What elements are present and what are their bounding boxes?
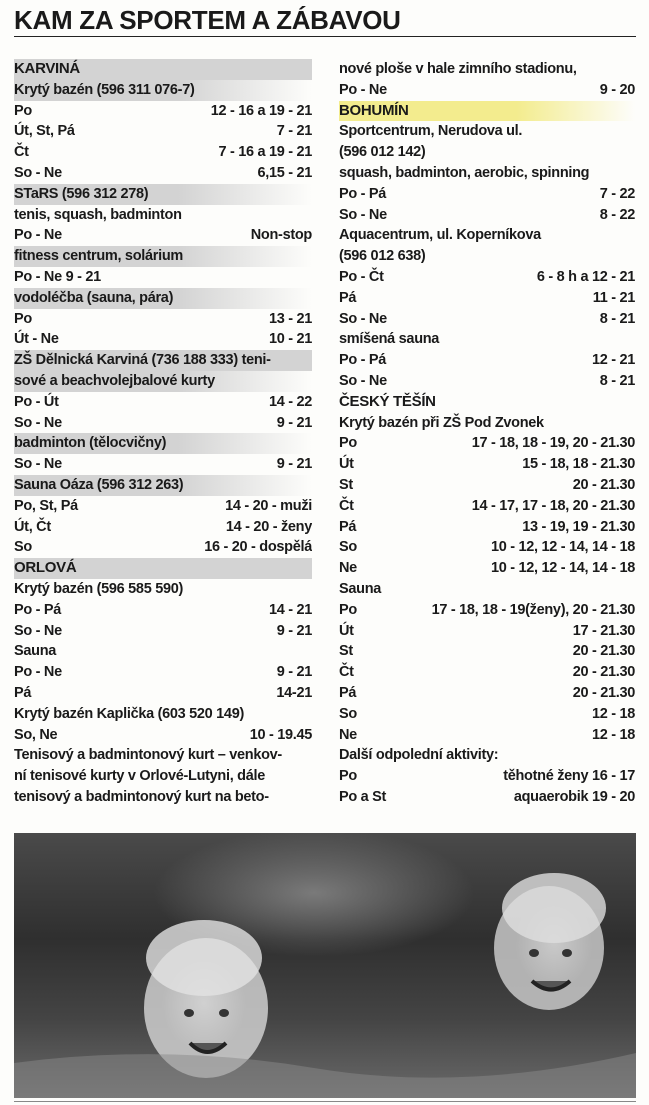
schedule-row xyxy=(14,662,312,683)
schedule-row xyxy=(14,683,312,704)
listing-text: Sportcentrum, Nerudova ul. xyxy=(339,123,523,140)
schedule-hours: 9 - 21 xyxy=(276,622,312,639)
schedule-days: Pá xyxy=(339,684,357,701)
schedule-days: So - Ne xyxy=(339,206,387,223)
listing-text: Aquacentrum, ul. Koperníkova xyxy=(339,227,541,244)
schedule-hours: aquaerobik 19 - 20 xyxy=(513,788,635,805)
listing-line xyxy=(339,142,635,163)
section-heading xyxy=(14,558,312,579)
schedule-row xyxy=(14,329,312,350)
listing-line xyxy=(339,413,635,434)
schedule-hours: 11 - 21 xyxy=(592,289,635,306)
schedule-hours: 9 - 21 xyxy=(276,664,312,681)
schedule-days: So xyxy=(339,539,357,556)
schedule-row xyxy=(339,517,635,538)
schedule-hours: 20 - 21.30 xyxy=(572,684,635,701)
schedule-row xyxy=(14,392,312,413)
schedule-days: Po - Pá xyxy=(14,601,62,618)
schedule-hours: 12 - 18 xyxy=(591,705,635,722)
listing-text: Krytý bazén (596 585 590) xyxy=(14,580,184,597)
children-swimming-photo xyxy=(14,833,636,1098)
schedule-hours: 13 - 19, 19 - 21.30 xyxy=(522,518,635,535)
schedule-days: Pá xyxy=(339,289,357,306)
listing-line xyxy=(14,246,312,267)
schedule-days: Po - Ne xyxy=(14,227,62,244)
schedule-row xyxy=(339,184,635,205)
listing-text: Sauna xyxy=(339,580,382,597)
schedule-hours: 14 - 20 - ženy xyxy=(225,518,312,535)
schedule-hours: 17 - 21.30 xyxy=(572,622,635,639)
listing-text: STaRS (596 312 278) xyxy=(14,185,149,202)
schedule-row xyxy=(339,371,635,392)
listing-text: ZŠ Dělnická Karviná (736 188 333) teni- xyxy=(14,352,271,369)
schedule-row xyxy=(14,517,312,538)
listing-line xyxy=(339,329,635,350)
listing-text: nové ploše v hale zimního stadionu, xyxy=(339,61,577,77)
schedule-days: Čt xyxy=(339,664,354,681)
schedule-hours: 9 - 20 xyxy=(599,81,635,98)
schedule-hours: 20 - 21.30 xyxy=(572,664,635,681)
schedule-days: St xyxy=(339,643,353,660)
schedule-row xyxy=(14,600,312,621)
schedule-row xyxy=(339,288,635,309)
schedule-row xyxy=(339,600,635,621)
schedule-days: Ne xyxy=(339,560,357,577)
schedule-days: Po - Čt xyxy=(339,268,384,285)
listing-text: badminton (tělocvičny) xyxy=(14,435,167,452)
schedule-hours: 13 - 21 xyxy=(268,310,312,327)
schedule-hours: 10 - 19.45 xyxy=(249,726,312,743)
schedule-days: Po - Pá xyxy=(339,352,387,369)
listing-text: ORLOVÁ xyxy=(14,559,77,577)
listing-line xyxy=(339,59,635,80)
schedule-hours: 6 - 8 h a 12 - 21 xyxy=(536,268,635,285)
schedule-row xyxy=(339,704,635,725)
listing-text: ní tenisové kurty v Orlové-Lutyni, dále xyxy=(14,768,265,785)
schedule-hours: 7 - 16 a 19 - 21 xyxy=(218,144,312,161)
schedule-days: Út xyxy=(339,622,354,639)
listing-line xyxy=(14,205,312,226)
schedule-row xyxy=(14,101,312,122)
listing-line xyxy=(339,225,635,246)
schedule-hours: 10 - 12, 12 - 14, 14 - 18 xyxy=(490,539,635,556)
listing-line xyxy=(14,641,312,662)
schedule-hours: 14 - 20 - muži xyxy=(225,497,312,514)
listing-line xyxy=(14,350,312,371)
schedule-hours: 17 - 18, 18 - 19(ženy), 20 - 21.30 xyxy=(431,601,635,618)
listing-text: vodoléčba (sauna, pára) xyxy=(14,289,174,306)
listing-text: Tenisový a badmintonový kurt – venkov- xyxy=(14,747,282,764)
schedule-row xyxy=(339,267,635,288)
schedule-row xyxy=(14,725,312,746)
schedule-row xyxy=(339,454,635,475)
schedule-hours: 8 - 21 xyxy=(599,372,635,389)
listing-text: ČESKÝ TĚŠÍN xyxy=(339,392,436,410)
schedule-row xyxy=(339,787,635,808)
schedule-row xyxy=(14,454,312,475)
listing-line xyxy=(339,579,635,600)
schedule-row xyxy=(339,205,635,226)
schedule-row xyxy=(14,121,312,142)
schedule-days: So, Ne xyxy=(14,726,58,743)
schedule-row xyxy=(339,433,635,454)
schedule-hours: 8 - 22 xyxy=(599,206,635,223)
schedule-days: Čt xyxy=(339,497,354,514)
schedule-days: Po xyxy=(14,102,32,119)
schedule-hours: Non-stop xyxy=(250,227,312,244)
listing-line xyxy=(14,745,312,766)
schedule-days: Po - Ne xyxy=(339,81,387,98)
listing-text: sové a beachvolejbalové kurty xyxy=(14,372,215,389)
schedule-days: Ne xyxy=(339,726,357,743)
listing-line xyxy=(14,704,312,725)
schedule-days: So xyxy=(14,539,32,556)
listing-text: KARVINÁ xyxy=(14,60,80,77)
listing-line xyxy=(14,371,312,392)
listing-line xyxy=(14,80,312,101)
listing-line xyxy=(339,745,635,766)
schedule-hours: 10 - 21 xyxy=(268,331,312,348)
listing-text: fitness centrum, solárium xyxy=(14,248,183,265)
schedule-days: Pá xyxy=(339,518,357,535)
schedule-hours: 10 - 12, 12 - 14, 14 - 18 xyxy=(490,560,635,577)
schedule-row xyxy=(339,641,635,662)
listing-line xyxy=(14,267,312,288)
schedule-hours: 15 - 18, 18 - 21.30 xyxy=(522,456,635,473)
schedule-days: Út xyxy=(339,456,354,473)
listing-text: Po - Ne 9 - 21 xyxy=(14,268,101,285)
schedule-days: Po xyxy=(339,768,357,785)
listing-text: smíšená sauna xyxy=(339,331,440,348)
listing-line xyxy=(339,121,635,142)
listing-line xyxy=(14,433,312,454)
divider xyxy=(14,1101,636,1102)
schedule-days: Út, St, Pá xyxy=(14,123,75,140)
schedule-row xyxy=(14,142,312,163)
schedule-hours: 14-21 xyxy=(276,684,312,701)
schedule-hours: 9 - 21 xyxy=(276,456,312,473)
schedule-row xyxy=(339,496,635,517)
listing-line xyxy=(339,246,635,267)
schedule-hours: 12 - 18 xyxy=(591,726,635,743)
photo-illustration xyxy=(14,833,636,1098)
schedule-row xyxy=(339,475,635,496)
schedule-hours: 14 - 21 xyxy=(268,601,312,618)
schedule-hours: těhotné ženy 16 - 17 xyxy=(503,768,635,785)
schedule-row xyxy=(339,309,635,330)
schedule-row xyxy=(339,725,635,746)
page-title: KAM ZA SPORTEM A ZÁBAVOU xyxy=(14,4,636,37)
listing-text: tenisový a badmintonový kurt na beto- xyxy=(14,788,269,805)
schedule-row xyxy=(14,413,312,434)
schedule-row xyxy=(14,163,312,184)
schedule-row xyxy=(339,766,635,787)
schedule-row xyxy=(14,225,312,246)
schedule-hours: 8 - 21 xyxy=(599,310,635,327)
listing-text: BOHUMÍN xyxy=(339,101,409,119)
schedule-days: So - Ne xyxy=(14,622,62,639)
schedule-days: Po - Út xyxy=(14,393,59,410)
schedule-hours: 7 - 22 xyxy=(599,185,635,202)
schedule-days: Út, Čt xyxy=(14,518,51,535)
schedule-days: So - Ne xyxy=(14,456,62,473)
schedule-days: So - Ne xyxy=(339,372,387,389)
listing-text: (596 012 142) xyxy=(339,144,426,161)
schedule-hours: 6,15 - 21 xyxy=(257,164,312,181)
schedule-row xyxy=(339,621,635,642)
listing-line xyxy=(14,475,312,496)
section-heading xyxy=(339,392,635,413)
schedule-days: Po xyxy=(339,435,357,452)
section-heading xyxy=(14,59,312,80)
schedule-days: Čt xyxy=(14,144,29,161)
listing-text: Další odpolední aktivity: xyxy=(339,747,499,764)
schedule-row xyxy=(14,496,312,517)
schedule-row xyxy=(339,683,635,704)
schedule-hours: 14 - 22 xyxy=(268,393,312,410)
schedule-days: St xyxy=(339,476,353,493)
listing-column-right xyxy=(339,59,635,808)
listing-text: Sauna Oáza (596 312 263) xyxy=(14,476,184,493)
schedule-days: Út - Ne xyxy=(14,331,59,348)
schedule-days: Po xyxy=(339,601,357,618)
schedule-days: So - Ne xyxy=(14,164,62,181)
schedule-row xyxy=(339,558,635,579)
schedule-hours: 20 - 21.30 xyxy=(572,476,635,493)
schedule-days: Pá xyxy=(14,684,32,701)
schedule-row xyxy=(14,309,312,330)
schedule-hours: 17 - 18, 18 - 19, 20 - 21.30 xyxy=(471,435,635,452)
schedule-days: Po xyxy=(14,310,32,327)
listing-line xyxy=(14,787,312,808)
schedule-days: So xyxy=(339,705,357,722)
section-heading xyxy=(339,101,635,122)
schedule-hours: 20 - 21.30 xyxy=(572,643,635,660)
schedule-hours: 9 - 21 xyxy=(276,414,312,431)
schedule-days: So - Ne xyxy=(339,310,387,327)
schedule-hours: 7 - 21 xyxy=(276,123,312,140)
schedule-days: So - Ne xyxy=(14,414,62,431)
listing-line xyxy=(14,184,312,205)
listing-line xyxy=(339,163,635,184)
schedule-days: Po - Ne xyxy=(14,664,62,681)
listing-text: Krytý bazén při ZŠ Pod Zvonek xyxy=(339,414,544,431)
listing-line xyxy=(14,766,312,787)
listing-text: (596 012 638) xyxy=(339,248,426,265)
schedule-days: Po - Pá xyxy=(339,185,387,202)
schedule-row xyxy=(339,537,635,558)
schedule-row xyxy=(339,662,635,683)
schedule-row xyxy=(14,537,312,558)
listing-text: Krytý bazén Kaplička (603 520 149) xyxy=(14,705,244,722)
listing-column-left xyxy=(14,59,312,808)
schedule-days: Po, St, Pá xyxy=(14,497,78,514)
listing-text: Krytý bazén (596 311 076-7) xyxy=(14,81,195,98)
schedule-hours: 12 - 21 xyxy=(591,352,635,369)
schedule-row xyxy=(14,621,312,642)
schedule-hours: 12 - 16 a 19 - 21 xyxy=(210,102,312,119)
schedule-row xyxy=(339,80,635,101)
listing-text: tenis, squash, badminton xyxy=(14,206,182,223)
listing-text: Sauna xyxy=(14,643,57,660)
schedule-row xyxy=(339,350,635,371)
schedule-hours: 16 - 20 - dospělá xyxy=(204,539,312,556)
listing-line xyxy=(14,288,312,309)
schedule-days: Po a St xyxy=(339,788,387,805)
schedule-hours: 14 - 17, 17 - 18, 20 - 21.30 xyxy=(471,497,635,514)
listing-text: squash, badminton, aerobic, spinning xyxy=(339,164,590,181)
listing-line xyxy=(14,579,312,600)
